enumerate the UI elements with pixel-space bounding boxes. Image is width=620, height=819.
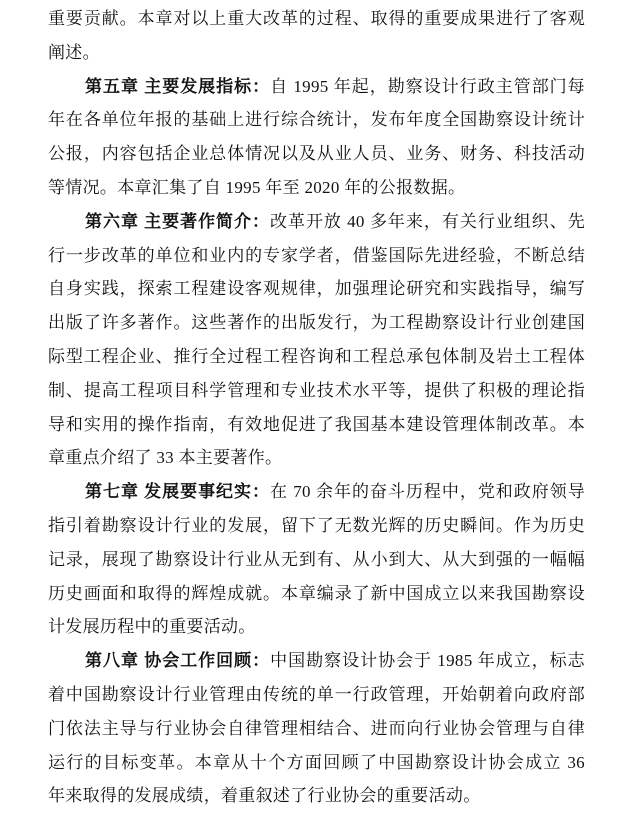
- line-text: 在 70 余年的奋斗历程中，党和政府领导: [270, 482, 585, 502]
- text-line: [48, 408, 585, 442]
- paragraph-continuation: [48, 2, 585, 70]
- line-text: 出版了许多著作。这些著作的出版发行，为工程勘察设计行业创建国: [48, 313, 585, 333]
- line-text: 年来取得的发展成绩，着重叙述了行业协会的重要活动。: [48, 786, 481, 806]
- line-text: 制、提高工程项目科学管理和专业技术水平等，提供了积极的理论指: [48, 380, 585, 400]
- text-line: [48, 746, 585, 780]
- chapter-8-heading: 第八章 协会工作回顾：: [85, 651, 271, 671]
- chapter-7-heading: 第七章 发展要事纪实：: [85, 482, 270, 502]
- paragraph-chapter-6: [48, 205, 585, 475]
- text-line: [48, 712, 585, 746]
- line-text: 指引着勘察设计行业的发展，留下了无数光辉的历史瞬间。作为历史: [48, 515, 585, 535]
- text-line: [48, 509, 585, 543]
- text-line: [48, 340, 585, 374]
- line-text: 计发展历程中的重要活动。: [48, 617, 256, 637]
- line-text: 改革开放 40 多年来，有关行业组织、先: [270, 211, 585, 231]
- line-text: 门依法主导与行业协会自律管理相结合、进而向行业协会管理与自律: [48, 718, 585, 738]
- line-text: 自身实践，探索工程建设客观规律，加强理论研究和实践指导，编写: [48, 279, 585, 299]
- text-line: [48, 543, 585, 577]
- text-line: [48, 137, 585, 171]
- text-line: [48, 239, 585, 273]
- text-line: [48, 475, 585, 509]
- line-text: 等情况。本章汇集了自 1995 年至 2020 年的公报数据。: [48, 177, 466, 197]
- text-line: [48, 441, 585, 475]
- text-line: [48, 171, 585, 205]
- text-line: [48, 103, 585, 137]
- line-text: 自 1995 年起，勘察设计行政主管部门每: [270, 76, 585, 96]
- line-text: 历史画面和取得的辉煌成就。本章编录了新中国成立以来我国勘察设: [48, 583, 585, 603]
- text-line: [48, 644, 585, 678]
- text-line: [48, 2, 585, 36]
- text-line: [48, 577, 585, 611]
- line-text: 公报，内容包括企业总体情况以及从业人员、业务、财务、科技活动: [48, 144, 585, 164]
- line-text: 际型工程企业、推行全过程工程咨询和工程总承包体制及岩土工程体: [48, 346, 585, 366]
- paragraph-chapter-7: [48, 475, 585, 644]
- line-text: 运行的目标变革。本章从十个方面回顾了中国勘察设计协会成立 36: [48, 752, 585, 772]
- line-text: 记录，展现了勘察设计行业从无到有、从小到大、从大到强的一幅幅: [48, 549, 585, 569]
- text-line: [48, 779, 585, 813]
- text-line: [48, 272, 585, 306]
- paragraph-chapter-8: [48, 644, 585, 813]
- line-text: 中国勘察设计协会于 1985 年成立，标志: [270, 651, 585, 671]
- text-line: [48, 306, 585, 340]
- line-text: 行一步改革的单位和业内的专家学者，借鉴国际先进经验，不断总结: [48, 245, 585, 265]
- text-line: [48, 610, 585, 644]
- chapter-6-heading: 第六章 主要著作简介：: [85, 211, 270, 231]
- text-line: [48, 678, 585, 712]
- line-text: 着中国勘察设计行业管理由传统的单一行政管理，开始朝着向政府部: [48, 684, 585, 704]
- text-line: [48, 70, 585, 104]
- paragraph-chapter-5: [48, 70, 585, 205]
- line-text: 导和实用的操作指南，有效地促进了我国基本建设管理体制改革。本: [48, 414, 585, 434]
- line-text: 重要贡献。本章对以上重大改革的过程、取得的重要成果进行了客观: [48, 9, 585, 28]
- chapter-5-heading: 第五章 主要发展指标：: [85, 76, 271, 96]
- text-line: [48, 205, 585, 239]
- line-text: 章重点介绍了 33 本主要著作。: [48, 448, 283, 468]
- text-line: [48, 36, 585, 70]
- text-line: [48, 374, 585, 408]
- line-text: 阐述。: [48, 42, 100, 62]
- line-text: 年在各单位年报的基础上进行综合统计，发布年度全国勘察设计统计: [48, 110, 585, 130]
